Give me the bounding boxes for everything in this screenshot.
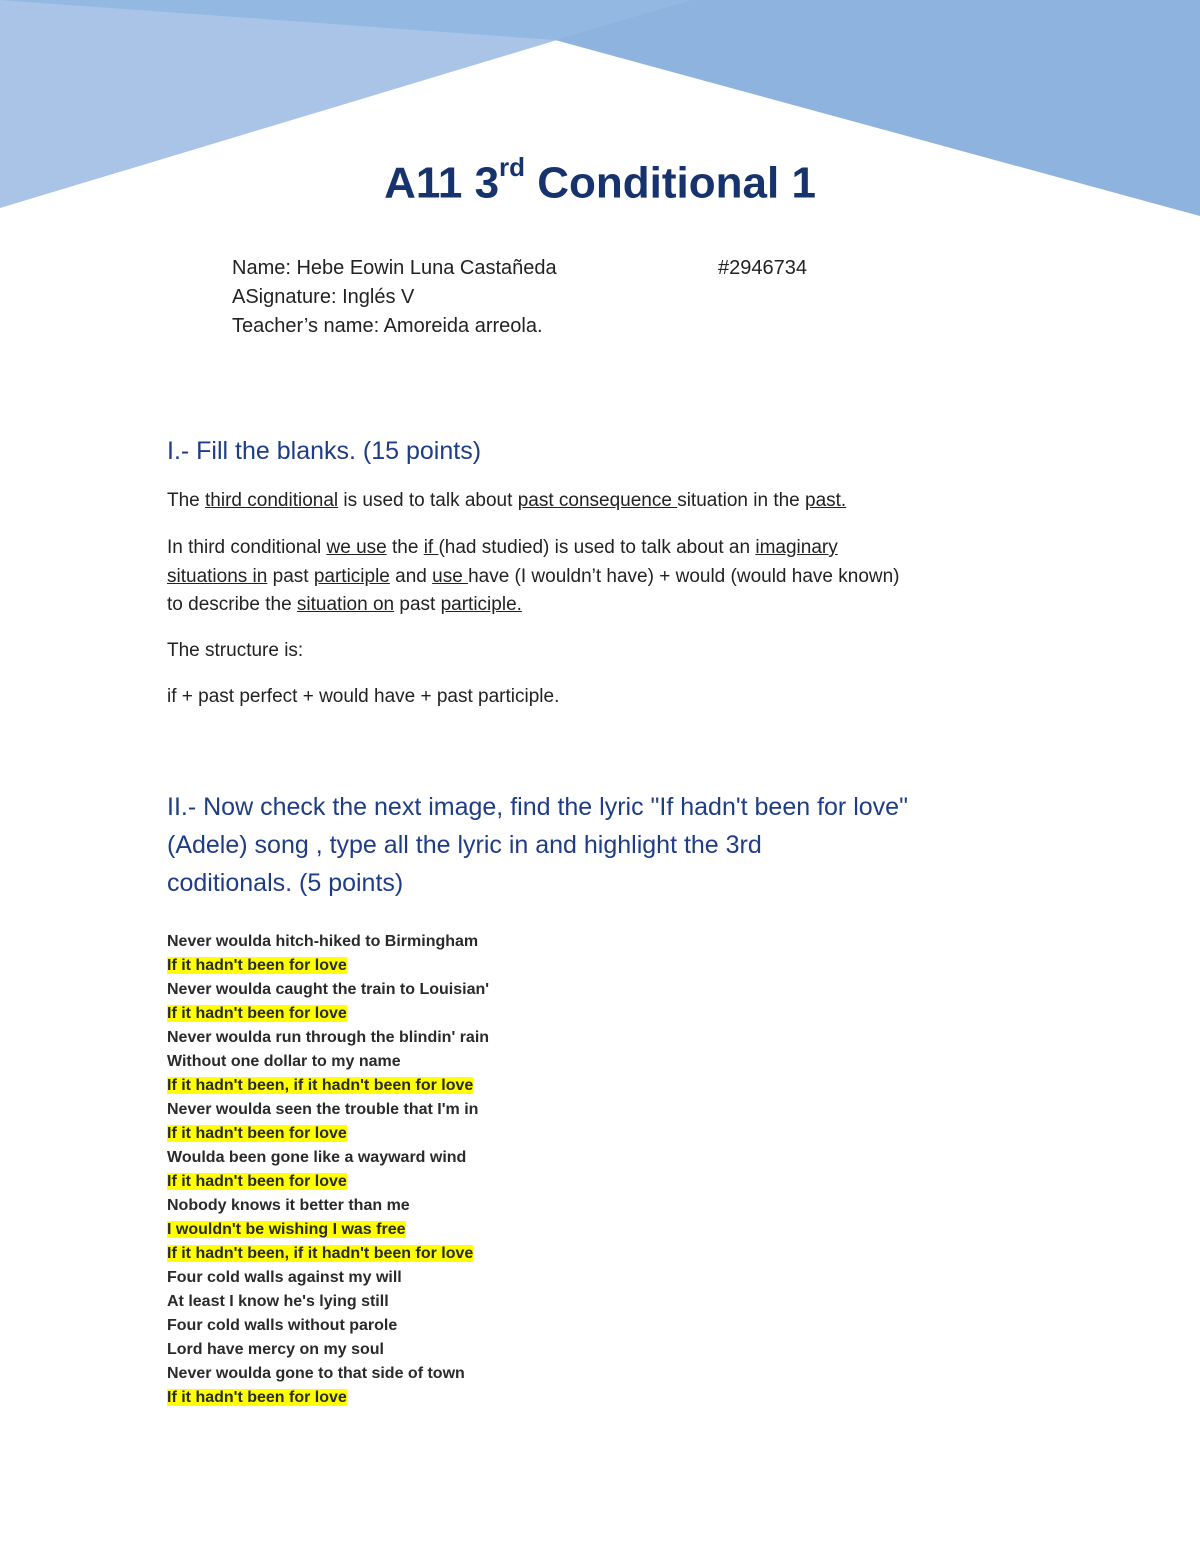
title-superscript: rd <box>499 152 526 182</box>
lyric-line: Never woulda caught the train to Louisian' <box>167 981 490 998</box>
lyric-line-highlighted: If it hadn't been for love <box>167 957 347 974</box>
lyric-line-highlighted: If it hadn't been, if it hadn't been for love <box>167 1077 474 1094</box>
student-name: Name: Hebe Eowin Luna Castañeda <box>232 257 557 279</box>
lyric-line: Never woulda run through the blindin' rain <box>167 1029 490 1046</box>
lyrics-list <box>167 930 489 1410</box>
structure-label: The structure is: <box>167 640 304 661</box>
lyric-line-highlighted: If it hadn't been for love <box>167 1005 347 1022</box>
student-id: #2946734 <box>718 257 807 279</box>
lyric-line-highlighted: If it hadn't been, if it hadn't been for love <box>167 1245 474 1262</box>
structure-formula: if + past perfect + would have + past participle. <box>167 686 560 707</box>
signature-line: ASignature: Inglés V <box>232 286 415 308</box>
lyric-line: Four cold walls against my will <box>167 1269 402 1286</box>
lyric-line-highlighted: If it hadn't been for love <box>167 1173 347 1190</box>
lyric-line: Four cold walls without parole <box>167 1317 398 1334</box>
lyric-line: At least I know he's lying still <box>167 1293 389 1310</box>
section1-heading: I.- Fill the blanks. (15 points) <box>167 437 482 465</box>
lyric-line: Without one dollar to my name <box>167 1053 401 1070</box>
lyric-line: Never woulda seen the trouble that I'm in <box>167 1101 479 1118</box>
lyric-line: Never woulda gone to that side of town <box>167 1365 465 1382</box>
section1-paragraph-2: In third conditional we use the if (had studied) is used to talk about an imaginary situations in past participle and use have (I wouldn’t have) + would (would have known) to describe the situation on past participle. <box>167 537 900 615</box>
section1-paragraph-1: The third conditional is used to talk about past consequence situation in the past. <box>167 490 847 511</box>
lyric-line: Never woulda hitch-hiked to Birmingham <box>167 933 479 950</box>
document-title: A11 3rd Conditional 1 <box>384 152 816 208</box>
teacher-line: Teacher’s name: Amoreida arreola. <box>232 315 543 337</box>
lyric-line: Woulda been gone like a wayward wind <box>167 1149 467 1166</box>
student-info <box>232 254 557 341</box>
lyric-line: Lord have mercy on my soul <box>167 1341 384 1358</box>
lyric-line-highlighted: If it hadn't been for love <box>167 1389 347 1406</box>
lyric-line: Nobody knows it better than me <box>167 1197 410 1214</box>
section2-heading: II.- Now check the next image, find the lyric "If hadn't been for love" (Adele) song , type all the lyric in and highlight the 3rd coditionals. (5 points) <box>167 793 908 897</box>
lyric-line-highlighted: I wouldn't be wishing I was free <box>167 1221 406 1238</box>
lyric-line-highlighted: If it hadn't been for love <box>167 1125 347 1142</box>
